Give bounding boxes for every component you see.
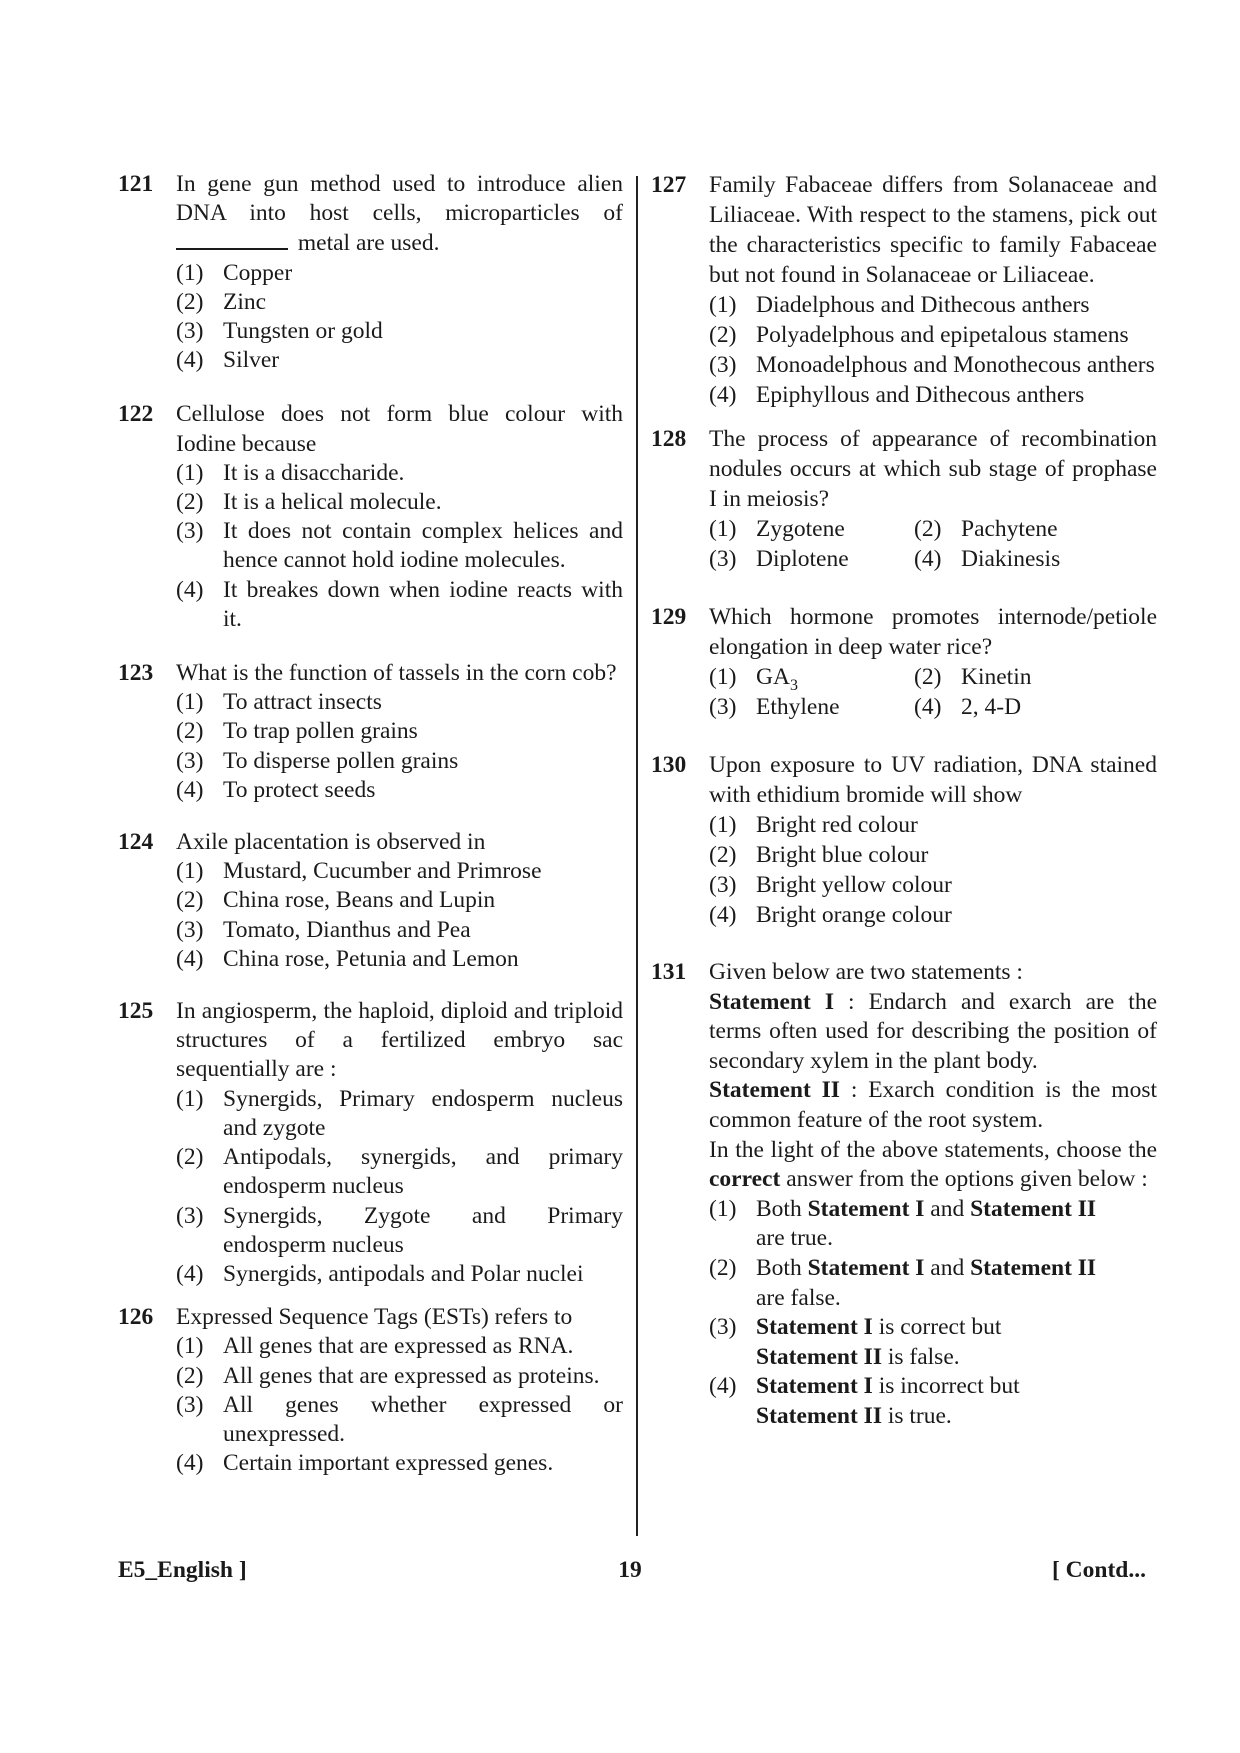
option[interactable]: (2) It is a helical molecule. [176, 489, 442, 516]
option[interactable]: (4) Epiphyllous and Dithecous anthers [709, 382, 1085, 408]
right-column [651, 170, 1157, 1432]
options-list [176, 459, 623, 634]
footer-paper-code: E5_English ] [118, 1557, 247, 1583]
question-text: The process of appearance of recombination nodules occurs at which sub stage of prophase I in meiosis? [709, 426, 1157, 512]
option[interactable]: (3) To disperse pollen grains [176, 747, 459, 774]
options-list [176, 688, 623, 805]
question-121 [118, 170, 623, 375]
question-number: 124 [118, 829, 154, 856]
column-divider [636, 176, 638, 1536]
options-list [709, 290, 1157, 410]
question-128 [651, 424, 1157, 574]
option[interactable]: (3) Bright yellow colour [709, 872, 952, 898]
option[interactable]: (2) Kinetin [914, 664, 1032, 690]
question-text: Which hormone promotes internode/petiole elongation in deep water rice? [709, 604, 1157, 660]
option[interactable]: (3) It does not contain complex helices and hence cannot hold iodine molecules. [176, 518, 623, 574]
options-list [176, 259, 623, 376]
question-number: 121 [118, 171, 154, 197]
question-text: In gene gun method used to introduce alien DNA into host cells, microparticles of [176, 171, 623, 227]
options-grid [709, 514, 1157, 574]
option[interactable]: (2) China rose, Beans and Lupin [176, 887, 496, 914]
option[interactable]: (1) Copper [176, 259, 293, 286]
fill-blank [176, 228, 288, 250]
question-124 [118, 828, 623, 974]
question-122 [118, 400, 623, 634]
question-text-cont: metal are used. [297, 230, 440, 257]
question-127 [651, 170, 1157, 410]
statement-intro: Given below are two statements : [709, 959, 1023, 985]
option[interactable]: (4) Synergids, antipodals and Polar nuclei [176, 1260, 584, 1287]
option[interactable]: (1) All genes that are expressed as RNA. [176, 1333, 574, 1360]
question-130 [651, 750, 1157, 930]
question-text: Cellulose does not form blue colour with Iodine because [176, 401, 623, 457]
question-number: 129 [651, 604, 687, 630]
option[interactable]: (4) Certain important expressed genes. [176, 1450, 554, 1477]
option[interactable]: (2) To trap pollen grains [176, 718, 418, 745]
question-text: Axile placentation is observed in [176, 829, 486, 856]
option[interactable]: (1) It is a disaccharide. [176, 459, 405, 486]
option[interactable]: (1) Both Statement I and Statement II are true. [709, 1195, 1097, 1252]
option[interactable]: (1) To attract insects [176, 689, 382, 716]
option[interactable]: (4) Statement I is incorrect but Statement II is true. [709, 1373, 1020, 1429]
option[interactable]: (3) All genes whether expressed or unexpressed. [176, 1391, 623, 1447]
question-125 [118, 997, 623, 1289]
options-list [709, 1195, 1157, 1432]
question-number: 128 [651, 426, 687, 452]
option[interactable]: (1) Diadelphous and Dithecous anthers [709, 292, 1090, 318]
question-number: 130 [651, 752, 687, 778]
option[interactable]: (1) Zygotene [709, 516, 845, 542]
option[interactable]: (3) Ethylene [709, 694, 840, 720]
option[interactable]: (3) Statement I is correct but Statement II is false. [709, 1314, 1002, 1370]
options-list [176, 1085, 623, 1289]
option[interactable]: (4) China rose, Petunia and Lemon [176, 945, 519, 972]
question-126 [118, 1303, 623, 1478]
option[interactable]: (2) Bright blue colour [709, 842, 929, 868]
option[interactable]: (3) Synergids, Zygote and Primary endosperm nucleus [176, 1202, 623, 1258]
option[interactable]: (3) Monoadelphous and Monothecous anthers [709, 352, 1155, 378]
option[interactable]: (2) All genes that are expressed as proteins. [176, 1362, 600, 1389]
option[interactable]: (3) Tomato, Dianthus and Pea [176, 916, 471, 943]
question-123 [118, 659, 623, 805]
options-list [176, 857, 623, 974]
option[interactable]: (1) Synergids, Primary endosperm nucleus and zygote [176, 1085, 623, 1141]
option[interactable]: (4) It breakes down when iodine reacts with it. [176, 576, 623, 632]
option[interactable]: (1) $GA_3$ [709, 664, 798, 694]
option[interactable]: (2) Pachytene [914, 516, 1058, 542]
question-text: In angiosperm, the haploid, diploid and triploid structures of a fertilized embryo sac sequentially are : [176, 998, 623, 1083]
question-131 [651, 958, 1157, 1432]
question-number: 123 [118, 660, 154, 687]
question-prompt: In the light of the above statements, choose the correct answer from the options given below : [709, 1136, 1157, 1193]
statement-2: Statement II : Exarch condition is the most common feature of the root system. [709, 1077, 1158, 1133]
question-text: Upon exposure to UV radiation, DNA stained with ethidium bromide will show [709, 752, 1157, 808]
option[interactable]: (2) Zinc [176, 288, 267, 315]
question-text: What is the function of tassels in the corn cob? [176, 660, 617, 687]
option[interactable]: (2) Polyadelphous and epipetalous stamens [709, 322, 1129, 348]
question-number: 126 [118, 1304, 154, 1331]
option[interactable]: (3) Tungsten or gold [176, 318, 383, 345]
options-list [176, 1332, 623, 1478]
footer-page-number: 19 [618, 1557, 642, 1583]
option[interactable]: (2) Antipodals, synergids, and primary endosperm nucleus [176, 1144, 623, 1200]
question-number: 127 [651, 172, 687, 198]
option[interactable]: (1) Mustard, Cucumber and Primrose [176, 858, 542, 885]
option[interactable]: (1) Bright red colour [709, 812, 918, 838]
footer-continued: [ Contd... [1051, 1557, 1146, 1583]
question-number: 131 [651, 959, 687, 985]
statement-1: Statement I : Endarch and exarch are the terms often used for describing the position of secondary xylem in the plant body. [709, 988, 1158, 1074]
option[interactable]: (4) To protect seeds [176, 776, 376, 803]
question-number: 125 [118, 998, 154, 1025]
option[interactable]: (4) Silver [176, 347, 280, 374]
option[interactable]: (2) Both Statement I and Statement II are false. [709, 1254, 1097, 1311]
option[interactable]: (4) Bright orange colour [709, 902, 952, 928]
option[interactable]: (3) Diplotene [709, 546, 849, 572]
option[interactable]: (4) 2, 4-D [914, 694, 1022, 720]
question-text: Family Fabaceae differs from Solanaceae and Liliaceae. With respect to the stamens, pick out the characteristics specific to family Fabaceae but not found in Solanaceae or Liliaceae. [709, 172, 1157, 288]
left-column [118, 170, 623, 1478]
question-129 [651, 602, 1157, 722]
option[interactable]: (4) Diakinesis [914, 546, 1061, 572]
question-text: Expressed Sequence Tags (ESTs) refers to [176, 1304, 573, 1331]
options-grid [709, 662, 1157, 722]
options-list [709, 810, 1157, 930]
question-number: 122 [118, 401, 154, 428]
